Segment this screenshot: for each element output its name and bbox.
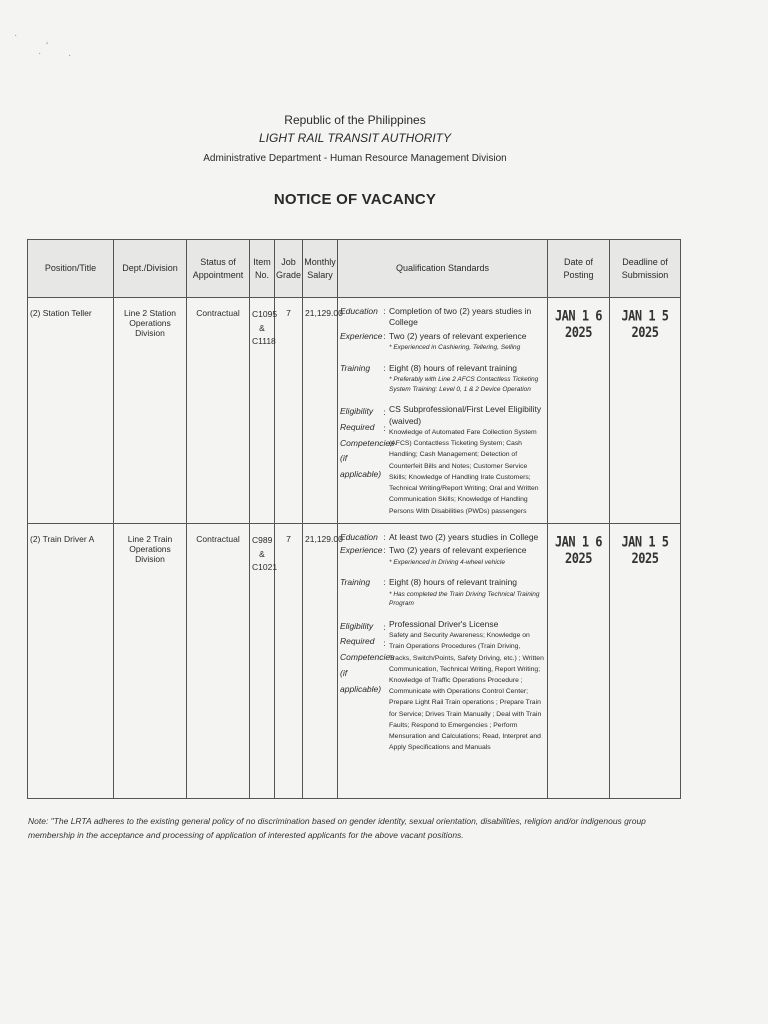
page-title: NOTICE OF VACANCY xyxy=(273,191,437,208)
deadline-date-stamp: JAN 1 5 2025 xyxy=(621,533,669,567)
competencies-label-2: Competencies xyxy=(340,437,395,448)
education-label: Education xyxy=(340,306,378,316)
cell-salary: 21,129.00 xyxy=(303,298,338,524)
experience-label: Experience xyxy=(340,545,383,556)
header-department: Administrative Department - Human Resource Management Division xyxy=(203,153,507,164)
col-header-deadline: Deadline of Submission xyxy=(610,240,681,298)
cell-job-grade: 7 xyxy=(275,524,303,799)
cell-dept: Line 2 Train Operations Division xyxy=(114,524,187,799)
cell-job-grade: 7 xyxy=(275,298,303,524)
cell-salary: 21,129.00 xyxy=(303,524,338,799)
cell-item-no: C989 & C1021 xyxy=(250,524,275,799)
col-header-position: Position/Title xyxy=(28,240,114,298)
col-header-job-grade: Job Grade xyxy=(275,240,303,298)
cell-deadline xyxy=(610,524,681,799)
table-row xyxy=(28,298,681,524)
col-header-posting: Date of Posting xyxy=(548,240,610,298)
training-note: * Has completed the Train Driving Technical Training Program xyxy=(389,590,540,608)
experience-value: Two (2) years of relevant experience xyxy=(389,545,527,556)
competencies-value: Knowledge of Automated Fare Collection System (AFCS) Contactless Ticketing System; Cash Handling; Cash Management; Detection of Counterfeit Bills and Notes; Customer Service Skills; Knowledge of Handling Irate Customers; Technical Writing/Report Writing; Oral and Written Communication Skills; Knowledge of Handling Persons With Disabilities (PWDs) passengers xyxy=(389,429,539,515)
competencies-label-3: (if applicable) xyxy=(340,667,382,694)
scan-speck: · xyxy=(14,30,18,41)
eligibility-label: Eligibility xyxy=(340,620,374,631)
scan-speck: ˛ xyxy=(46,34,50,45)
training-label: Training xyxy=(340,362,371,373)
deadline-date-stamp: JAN 1 5 2025 xyxy=(621,307,669,341)
eligibility-label: Eligibility xyxy=(340,406,374,417)
eligibility-value: Professional Driver's License xyxy=(389,618,499,629)
experience-value: Two (2) years of relevant experience xyxy=(389,330,527,341)
col-header-salary: Monthly Salary xyxy=(303,240,338,298)
education-value: At least two (2) years studies in College xyxy=(389,532,539,542)
col-header-dept: Dept./Division xyxy=(114,240,187,298)
header-agency: LIGHT RAIL TRANSIT AUTHORITY xyxy=(258,131,452,145)
cell-posting xyxy=(548,298,610,524)
eligibility-value: CS Subprofessional/First Level Eligibility (waived) xyxy=(389,404,542,426)
competencies-label-3: (if applicable) xyxy=(340,453,382,480)
competencies-label-2: Competencies xyxy=(340,652,395,663)
cell-qualifications: Education : At least two (2) years studies in College Experience : Two (2) years of relevant experience * Experienced in Driving 4-wheel vehicle Training : Eight (8) hours of relevant training * Has completed the Train Driving Technical Training Program Eligibility Required Competencies (if applicable) : : Professional Driver's License Safety and Security Awareness; Knowledge on Train Operations Procedures (Train Driving, Tracks, Switch/Points, Safety Driving, etc.) ; Written Communication, Technical Writing, Report Writing; Knowledge of Traffic Operations Procedure ; Communicate with Operations Control Center; Prepare Light Rail Train operations ; Prepare Train for Service; Drives Train Manually ; Deal with Train Faults; Respond to Emergencies ; Perform Mensuration and Calculations; Read, Interpret and Apply Specifications and Manuals xyxy=(338,524,548,799)
col-header-item-no: Item No. xyxy=(250,240,275,298)
training-note: * Preferably with Line 2 AFCS Contactless Ticketing System Training: Level 0, 1 & 2 Device Operation xyxy=(389,376,539,393)
cell-dept: Line 2 Station Operations Division xyxy=(114,298,187,524)
experience-note: * Experienced in Cashiering, Tellering, Selling xyxy=(389,344,521,352)
cell-position: (2) Train Driver A xyxy=(28,524,114,799)
table-row xyxy=(28,524,681,799)
cell-item-no: C1095 & C1118 xyxy=(250,298,275,524)
education-value: Completion of two (2) years studies in College xyxy=(389,306,532,328)
experience-label: Experience xyxy=(340,330,383,341)
cell-status: Contractual xyxy=(187,298,250,524)
cell-posting xyxy=(548,524,610,799)
education-label: Education xyxy=(340,532,378,542)
posting-date-stamp: JAN 1 6 2025 xyxy=(554,307,603,341)
cell-status: Contractual xyxy=(187,524,250,799)
col-header-qualifications: Qualification Standards xyxy=(338,240,548,298)
posting-date-stamp: JAN 1 6 2025 xyxy=(554,533,603,567)
competencies-label: Required xyxy=(340,636,375,647)
non-discrimination-note: Note: "The LRTA adheres to the existing general policy of no discrimination based on gender identity, sexual orientation, disabilities, religion and/or indigenous group membership in the acceptance and processing of application of interested applicants for the above vacant positions. xyxy=(28,816,646,840)
table-header-row xyxy=(28,240,681,298)
cell-deadline xyxy=(610,298,681,524)
training-value: Eight (8) hours of relevant training xyxy=(389,577,518,588)
scan-speck: · xyxy=(68,50,72,61)
header-republic: Republic of the Philippines xyxy=(284,113,426,127)
training-label: Training xyxy=(340,577,371,588)
experience-note: * Experienced in Driving 4-wheel vehicle xyxy=(389,558,505,566)
cell-qualifications: Education : Completion of two (2) years studies in College Experience : Two (2) years of relevant experience * Experienced in Cashiering, Tellering, Selling Training : Eight (8) hours of relevant training * Preferably with Line 2 AFCS Contactless Ticketing System Training: Level 0, 1 & 2 Device Operation Eligibility Required Competencies (if applicable) : : CS Subprofessional/First Level Eligibility (waived) Knowledge of Automated Fare Collection System (AFCS) Contactless Ticketing System; Cash Handling; Cash Management; Detection of Counterfeit Bills and Notes; Customer Service Skills; Knowledge of Handling Irate Customers; Technical Writing/Report Writing; Oral and Written Communication Skills; Knowledge of Handling Persons With Disabilities (PWDs) passengers xyxy=(338,298,548,524)
training-value: Eight (8) hours of relevant training xyxy=(389,362,518,373)
competencies-value: Safety and Security Awareness; Knowledge on Train Operations Procedures (Train Driving, Tracks, Switch/Points, Safety Driving, etc.) ; Written Communication, Technical Writing, Report Writing; Knowledge of Traffic Operations Procedure ; Communicate with Operations Control Center; Prepare Light Rail Train operations ; Prepare Train for Service; Drives Train Manually ; Deal with Train Faults; Respond to Emergencies ; Perform Mensuration and Calculations; Read, Interpret and Apply Specifications and Manuals xyxy=(389,632,544,752)
cell-position: (2) Station Teller xyxy=(28,298,114,524)
col-header-status: Status of Appointment xyxy=(187,240,250,298)
competencies-label: Required xyxy=(340,421,375,432)
vacancy-table xyxy=(27,239,681,799)
scan-speck: · xyxy=(38,48,42,59)
